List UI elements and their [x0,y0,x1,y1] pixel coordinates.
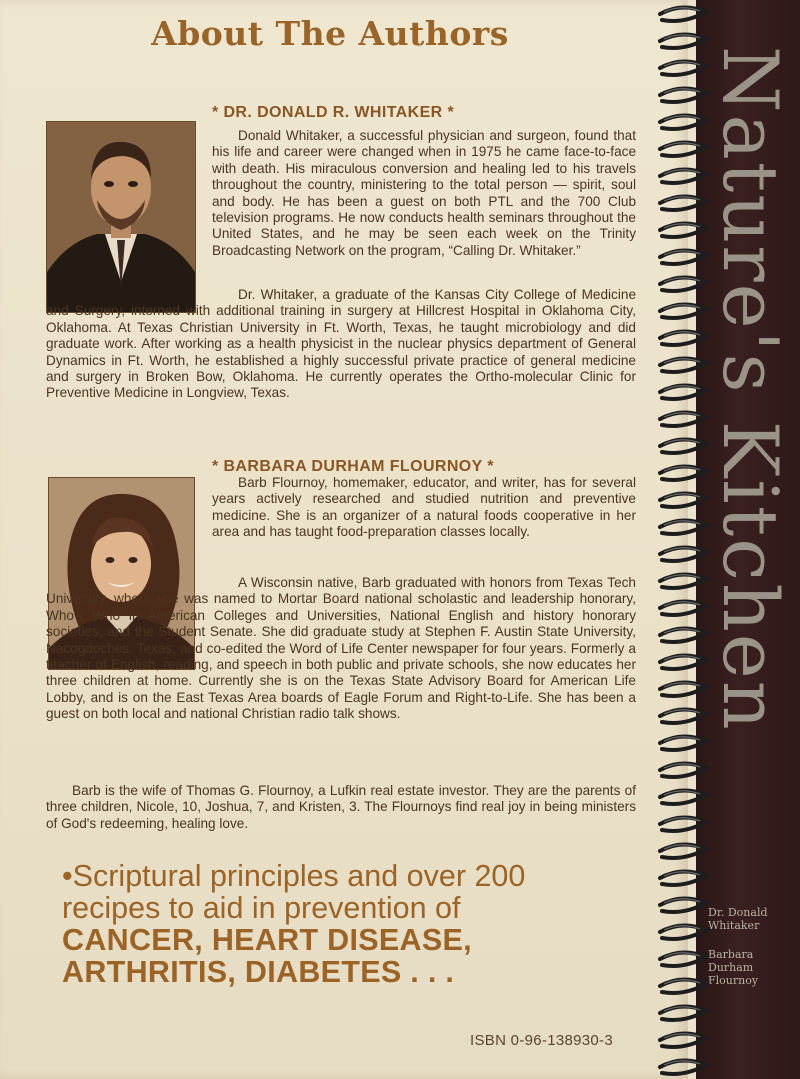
spiral-coil [660,574,706,588]
spiral-coil [660,358,706,372]
isbn-number: ISBN 0-96-138930-3 [470,1032,613,1049]
spiral-coil [660,250,706,264]
spiral-coil [660,304,706,318]
spiral-coil [660,466,706,480]
spiral-coil [660,925,706,939]
author1-name: * DR. DONALD R. WHITAKER * [212,104,455,121]
author2-bio-paragraph-2: A Wisconsin native, Barb graduated with honors from Texas Tech University, where she was named to Mortar Board national scholastic and leadership honorary, Who's Who in American Colleges and Universities, National English and history honorary societies, and the Student Senate. She did graduate study at Stephen F. Austin State University, Nacogdoches, Texas, and co-edited the Word of Life Center newspaper for four years. Formerly a teacher of English, reading, and speech in both public and private schools, she now educates her three children at home. Currently she is on the Texas State Advisory Board for American Life Lobby, and is on the East Texas Area boards of Eagle Forum and Right-to-Life. She has been a guest on both local and national Christian radio talk shows. [46,575,636,722]
spiral-coil [660,817,706,831]
author1-photo [46,121,196,313]
spiral-coil [660,790,706,804]
spiral-coil [660,142,706,156]
spiral-coil [660,88,706,102]
spine-author2-line2: Durham [708,961,754,974]
spiral-coil [660,385,706,399]
spiral-coil [660,493,706,507]
author2-name: * BARBARA DURHAM FLOURNOY * [212,458,494,475]
spiral-coil [660,655,706,669]
spiral-coil [660,628,706,642]
spiral-coil [660,223,706,237]
spiral-binding [654,0,714,1079]
spiral-coil [660,61,706,75]
spiral-coil [660,331,706,345]
spiral-coil [660,682,706,696]
spiral-coil [660,601,706,615]
spiral-coil [660,871,706,885]
spiral-coil [660,547,706,561]
author1-bio-paragraph-2: Dr. Whitaker, a graduate of the Kansas City College of Medicine and Surgery, interned with additional training in surgery at Hillcrest Hospital in Oklahoma City, Oklahoma. At Texas Christian University in Ft. Worth, Texas, he taught microbiology and did graduate work. After working as a health physicist in the nuclear physics department of General Dynamics in Ft. Worth, he established a highly successful private practice of general medicine and surgery in Broken Bow, Oklahoma. He currently operates the Ortho-molecular Clinic for Preventive Medicine in Longview, Texas. [46,287,636,401]
spiral-coil [660,7,706,21]
promo-line-3: CANCER, HEART DISEASE, [62,923,472,957]
spiral-coil [660,736,706,750]
promo-line-4: ARTHRITIS, DIABETES . . . [62,955,455,989]
spiral-coil [660,1006,706,1020]
spiral-coil [660,439,706,453]
spiral-coil [660,115,706,129]
author2-bio-paragraph-1: Barb Flournoy, homemaker, educator, and writer, has for several years actively researched and studied nutrition and preventive medicine. She is an organizer of a natural foods cooperative in her area and has taught food-preparation classes locally. [212,475,636,540]
spine-author1-line1: Dr. Donald [708,906,768,919]
spiral-coil [660,412,706,426]
spiral-coil [660,763,706,777]
spine-authors [708,906,798,987]
spiral-coil [660,1060,706,1074]
spiral-coil [660,277,706,291]
spiral-coil [660,34,706,48]
spiral-coil [660,844,706,858]
page-title: About The Authors [151,14,509,53]
author2-bio-paragraph-3: Barb is the wife of Thomas G. Flournoy, a Lufkin real estate investor. They are the parents of three children, Nicole, 10, Joshua, 7, and Kristen, 3. The Flournoys find real joy in being ministers of God's redeeming, healing love. [46,783,636,831]
author1-portrait-image [47,122,195,312]
spiral-coil [660,952,706,966]
spiral-coil [660,196,706,210]
spiral-coil [660,169,706,183]
spine-author2-line3: Flournoy [708,974,759,987]
promo-line-2: recipes to aid in prevention of [62,891,461,925]
author1-bio-paragraph-1: Donald Whitaker, a successful physician and surgeon, found that his life and career were changed when in 1975 he came face-to-face with death. His miraculous conversion and healing led to his travels throughout the country, ministering to the total person — spirit, soul and body. He has been a guest on both PTL and the 700 Club television programs. He now conducts health seminars throughout the United States, and he may be seen each week on the Trinity Broadcasting Network on the program, “Calling Dr. Whitaker.” [212,128,636,258]
promo-text [62,860,662,988]
spiral-coil [660,898,706,912]
spiral-coil [660,709,706,723]
spine-title: Nature's Kitchen [706,46,795,732]
spiral-coil [660,979,706,993]
spiral-coil [660,1033,706,1047]
spine-author1-line2: Whitaker [708,919,760,932]
spine-author2-line1: Barbara [708,948,754,961]
promo-line-1: •Scriptural principles and over 200 [62,859,526,893]
spiral-coil [660,520,706,534]
